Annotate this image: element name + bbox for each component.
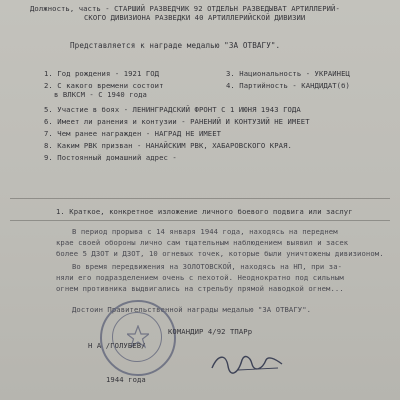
signature-date: 1944 года: [106, 375, 146, 384]
field-birth-year: 1. Год рождения - 1921 ГОД: [44, 69, 160, 78]
body-line: Во время передвижения на ЗОЛОТОВСКОЙ, находясь на НП, при за-: [72, 262, 343, 271]
handwritten-signature: [208, 350, 288, 376]
body-line: огнем противника выдвигались на стрельбу прямой наводкой огнем...: [56, 284, 344, 293]
field-wounds: 6. Имеет ли ранения и контузии - РАНЕНИЙ И КОНТУЗИЙ НЕ ИМЕЕТ: [44, 117, 310, 126]
field-party: 4. Партийность - КАНДИДАТ(б): [226, 81, 350, 90]
header-line-2: СКОГО ДИВИЗИОНА РАЗВЕДКИ 40 АРТИЛЛЕРИЙСКОЙ ДИВИЗИИ: [84, 13, 306, 22]
section-divider-top: [10, 198, 390, 199]
signature-title: КОМАНДИР 4/92 ТПАРр: [168, 327, 253, 336]
field-nationality: 3. Национальность - УКРАИНЕЦ: [226, 69, 350, 78]
header-line-1: Должность, часть - СТАРШИЙ РАЗВЕДЧИК 92 ОТДЕЛЬН РАЗВЕДЫВАТ АРТИЛЛЕРИЙ-: [30, 4, 340, 13]
field-komsomol-since: 2. С какого времени состоит: [44, 81, 164, 90]
round-seal-stamp: [100, 300, 176, 376]
body-line: более 5 ДЗОТ и ДЗОТ, 10 огневых точек, которые были уничтожены дивизионом.: [56, 249, 384, 258]
body-line: В период прорыва с 14 января 1944 года, находясь на переднем: [72, 227, 338, 236]
conclusion-line: Достоин Правительственной награды медалью "ЗА ОТВАГУ".: [72, 305, 312, 314]
section-heading: 1. Краткое, конкретное изложение личного боевого подвига или заслуг: [56, 207, 353, 216]
field-combat-participation: 5. Участие в боях - ЛЕНИНГРАДСКИЙ ФРОНТ С 1 ИЮНЯ 1943 ГОДА: [44, 105, 301, 114]
field-previous-awards: 7. Чем ранее награжден - НАГРАД НЕ ИМЕЕТ: [44, 129, 222, 138]
field-draft-office: 8. Каким РВК призван - НАНАЙСКИМ РВК, ХАБАРОВСКОГО КРАЯ.: [44, 141, 292, 150]
section-divider-bottom: [10, 220, 390, 221]
field-home-address: 9. Постоянный домашний адрес -: [44, 153, 177, 162]
field-komsomol-year: в ВЛКСМ - С 1940 года: [54, 90, 147, 99]
signature-name: Н А /ГОЛУБЕВ/: [88, 341, 146, 350]
body-line: крае своей обороны лично сам тщательным наблюдением выявил и засек: [56, 238, 349, 247]
nomination-heading: Представляется к награде медалью "ЗА ОТВАГУ".: [70, 41, 281, 50]
body-line: няли его подразделением очень с пехотой. Неоднократно под сильным: [56, 273, 344, 282]
